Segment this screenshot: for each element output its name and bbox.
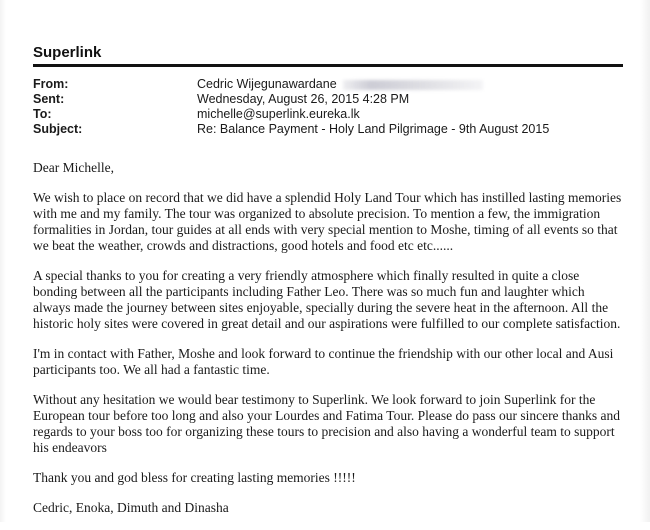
header-label: To: bbox=[33, 107, 52, 121]
recipient-email: michelle@superlink.eureka.lk bbox=[197, 107, 360, 121]
body-paragraph: We wish to place on record that we did have a splendid Holy Land Tour which has instilled lasting memories with me and my family. The tour was organized to absolute precision. To mention a few, the immigration formalities in Jordan, tour guides at all ends with very special mention to Moshe, timing of all events so that we beat the weather, crowds and distractions, good hotels and food etc etc...... bbox=[33, 190, 622, 253]
subject-line: Re: Balance Payment - Holy Land Pilgrimage - 9th August 2015 bbox=[197, 122, 550, 136]
signature: Cedric, Enoka, Dimuth and Dinasha bbox=[33, 500, 229, 515]
header-label: From: bbox=[33, 77, 69, 91]
body-paragraph: Without any hesitation we would bear testimony to Superlink. We look forward to join Superlink for the European tour before too long and also your Lourdes and Fatima Tour. Please do pass our sincere thanks and regards to your boss too for organizing these tours to precision and also having a wonderful team to support his endeavors bbox=[33, 392, 621, 455]
header-divider bbox=[33, 64, 623, 67]
body-paragraph: A special thanks to you for creating a very friendly atmosphere which finally resulted in quite a close bonding between all the participants including Father Leo. There was so much fun and laughter which always made the journey between sites enjoyable, specially during the severe heat in the afternoon. All the historic holy sites were covered in great detail and our aspirations were fulfilled to our complete satisfaction. bbox=[33, 268, 621, 331]
sender-name: Cedric Wijegunawardane bbox=[197, 77, 337, 91]
header-label: Sent: bbox=[33, 92, 65, 106]
header-label: Subject: bbox=[33, 122, 83, 136]
sent-date: Wednesday, August 26, 2015 4:28 PM bbox=[197, 92, 410, 106]
body-paragraph: I'm in contact with Father, Moshe and look forward to continue the friendship with our other local and Ausi participants too. We all had a fantastic time. bbox=[33, 346, 614, 377]
email-body bbox=[33, 160, 625, 530]
salutation: Dear Michelle, bbox=[33, 160, 114, 175]
organization-name: Superlink bbox=[33, 44, 102, 61]
closing-line: Thank you and god bless for creating lasting memories !!!!! bbox=[33, 470, 356, 485]
redacted-sender-email bbox=[343, 80, 483, 90]
